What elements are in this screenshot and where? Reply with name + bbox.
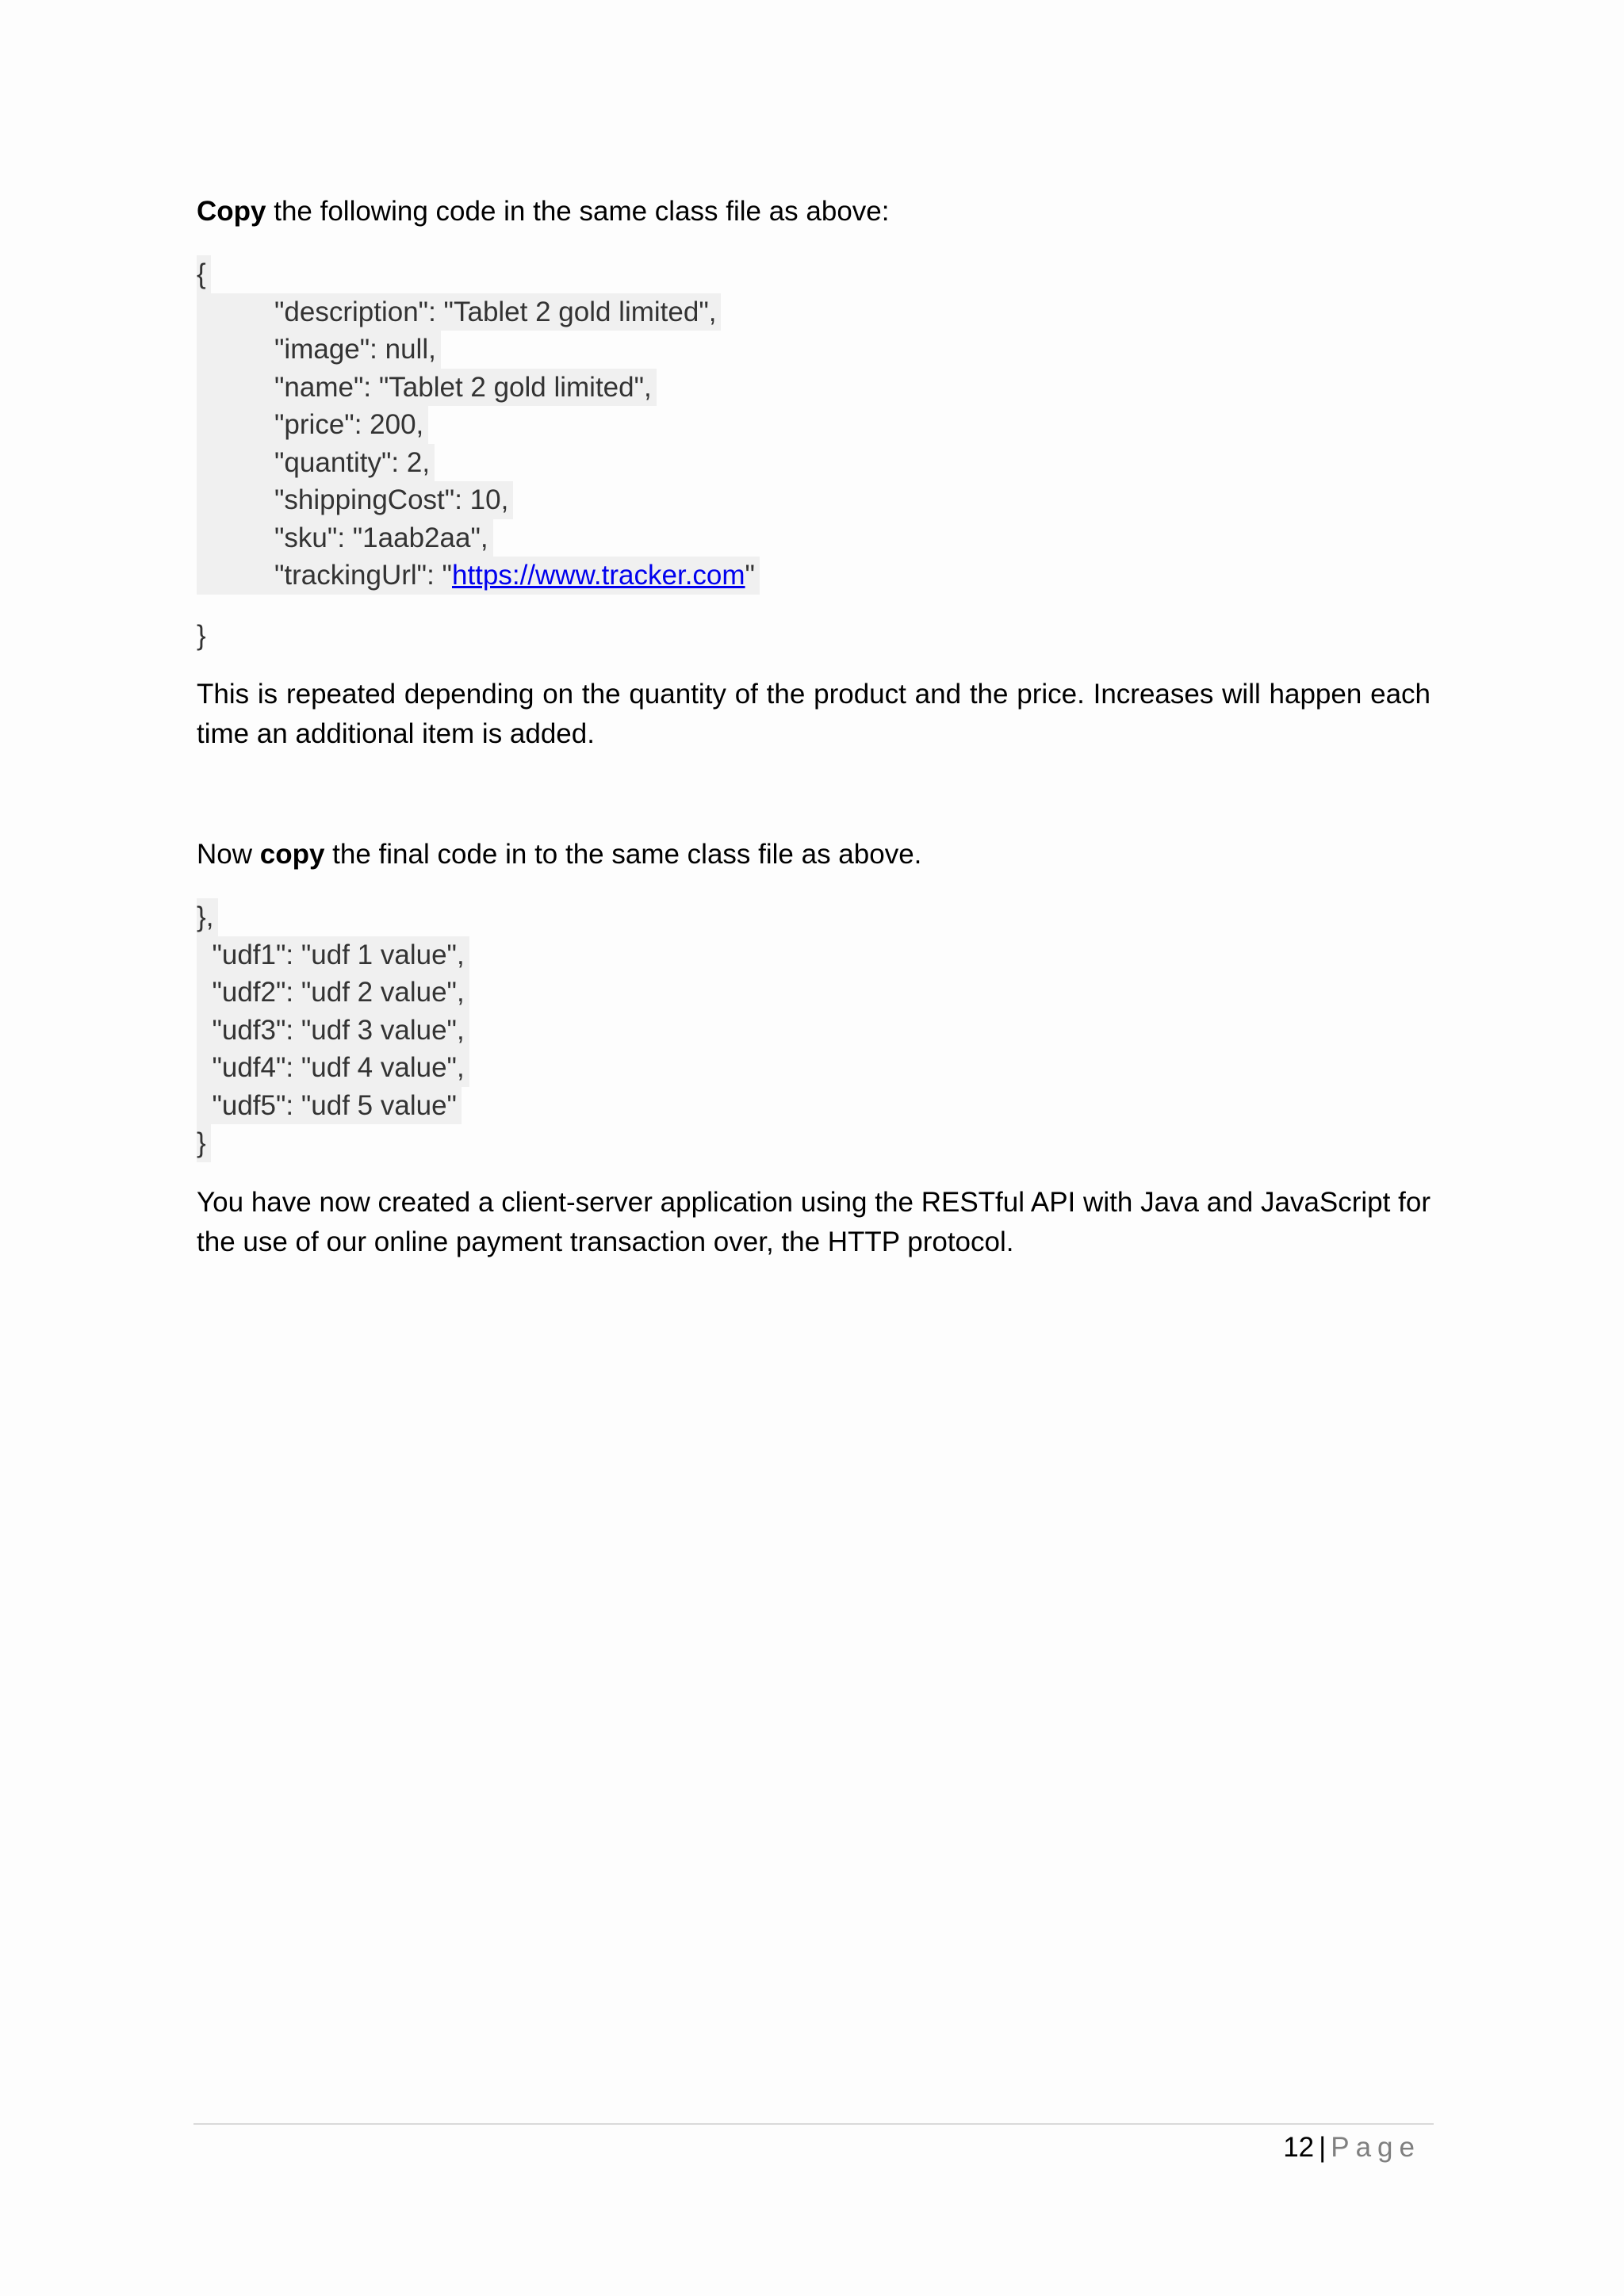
code-line-tracking <box>197 557 1431 595</box>
code-line <box>197 481 1431 519</box>
repeat-paragraph: This is repeated depending on the quantity of the product and the price. Increases will happen each time an additional item is added. <box>197 679 1431 749</box>
code-tracking-suffix: " <box>745 557 760 595</box>
intro-copy-instruction <box>197 192 1431 232</box>
code-text: "description": "Tablet 2 gold limited", <box>274 293 721 331</box>
conclusion-paragraph: You have now created a client-server application using the RESTful API with Java and JavaScript for the use of our online payment transaction over, the HTTP protocol. <box>197 1186 1431 1257</box>
code-text: "shippingCost": 10, <box>274 481 513 519</box>
code-text: "quantity": 2, <box>274 444 435 482</box>
footer-separator: | <box>1319 2132 1327 2163</box>
intro-final-before: Now <box>197 839 260 870</box>
code-line <box>197 369 1431 407</box>
code-text: "sku": "1aab2aa", <box>274 519 493 557</box>
code-text: "price": 200, <box>274 406 428 444</box>
code-text: "name": "Tablet 2 gold limited", <box>274 369 657 407</box>
code-text: "udf5": "udf 5 value" <box>197 1087 462 1125</box>
code-line <box>197 1124 1431 1162</box>
code-text: "image": null, <box>274 331 441 369</box>
code-close-brace: } <box>197 1124 211 1162</box>
page-content <box>197 192 1431 1262</box>
code-line <box>197 1049 1431 1087</box>
code-open-brace: { <box>197 255 211 293</box>
code-line <box>197 1012 1431 1050</box>
page-label: Page <box>1331 2132 1421 2163</box>
code-line <box>197 444 1431 482</box>
code-text: "udf2": "udf 2 value", <box>197 974 469 1012</box>
intro-final-after: the final code in to the same class file as above. <box>324 839 922 870</box>
code-line <box>197 255 1431 293</box>
code-line <box>197 293 1431 331</box>
code-line <box>197 898 1431 936</box>
code-block-item <box>197 255 1431 654</box>
code-text: "udf4": "udf 4 value", <box>197 1049 469 1087</box>
code-block-udf <box>197 898 1431 1162</box>
footer-divider <box>193 2123 1434 2125</box>
code-line <box>197 936 1431 974</box>
intro-final-bold: copy <box>259 839 325 870</box>
code-line <box>197 331 1431 369</box>
page-number: 12 <box>1283 2132 1315 2163</box>
intro-final-instruction <box>197 835 1431 874</box>
code-line <box>197 617 1431 655</box>
intro-copy-bold: Copy <box>197 196 266 227</box>
code-text: "udf3": "udf 3 value", <box>197 1012 469 1050</box>
code-text: "udf1": "udf 1 value", <box>197 936 469 974</box>
code-close-brace: } <box>197 619 206 651</box>
code-tracking-prefix: "trackingUrl": " <box>274 557 452 595</box>
code-line <box>197 974 1431 1012</box>
tracker-link[interactable]: https://www.tracker.com <box>452 557 745 595</box>
code-line <box>197 406 1431 444</box>
code-open-brace: }, <box>197 898 218 936</box>
code-line <box>197 1087 1431 1125</box>
code-line <box>197 519 1431 557</box>
intro-copy-text: the following code in the same class file as above: <box>266 196 890 227</box>
page-footer <box>1283 2130 1421 2166</box>
